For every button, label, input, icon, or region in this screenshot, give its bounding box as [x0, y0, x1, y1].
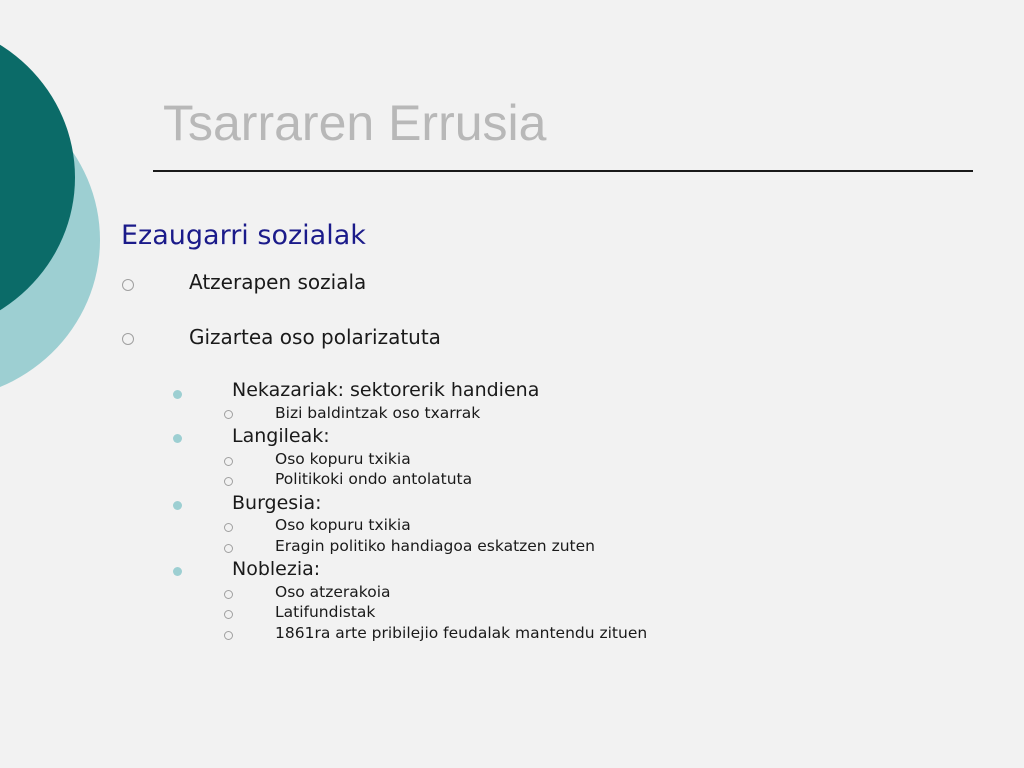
hollow-bullet-icon	[224, 590, 233, 599]
group-label: Noblezia:	[232, 558, 321, 580]
hollow-bullet-icon	[122, 279, 134, 291]
sub-item-text: Politikoki ondo antolatuta	[275, 470, 473, 488]
hollow-bullet-icon	[224, 477, 233, 486]
slide-title: Tsarraren Errusia	[163, 95, 547, 151]
sub-item-text: Eragin politiko handiagoa eskatzen zuten	[275, 537, 595, 555]
title-divider	[153, 170, 973, 172]
hollow-bullet-icon	[224, 544, 233, 553]
list-item-text: Atzerapen soziala	[189, 270, 367, 294]
hollow-bullet-icon	[224, 457, 233, 466]
sub-item-text: Latifundistak	[275, 603, 376, 621]
hollow-bullet-icon	[224, 523, 233, 532]
sub-item-text: Oso kopuru txikia	[275, 516, 411, 534]
hollow-bullet-icon	[224, 410, 233, 419]
filled-bullet-icon	[173, 390, 182, 399]
section-heading: Ezaugarri sozialak	[121, 220, 366, 251]
hollow-bullet-icon	[224, 610, 233, 619]
sub-item-text: Bizi baldintzak oso txarrak	[275, 404, 481, 422]
group-label: Nekazariak: sektorerik handiena	[232, 379, 540, 401]
list-item-text: Gizartea oso polarizatuta	[189, 325, 441, 349]
sub-item-text: 1861ra arte pribilejio feudalak mantendu zituen	[275, 624, 648, 642]
group-label: Burgesia:	[232, 492, 322, 514]
sub-item-text: Oso kopuru txikia	[275, 450, 411, 468]
filled-bullet-icon	[173, 434, 182, 443]
filled-bullet-icon	[173, 567, 182, 576]
filled-bullet-icon	[173, 501, 182, 510]
group-label: Langileak:	[232, 425, 330, 447]
hollow-bullet-icon	[122, 333, 134, 345]
hollow-bullet-icon	[224, 631, 233, 640]
sub-item-text: Oso atzerakoia	[275, 583, 391, 601]
